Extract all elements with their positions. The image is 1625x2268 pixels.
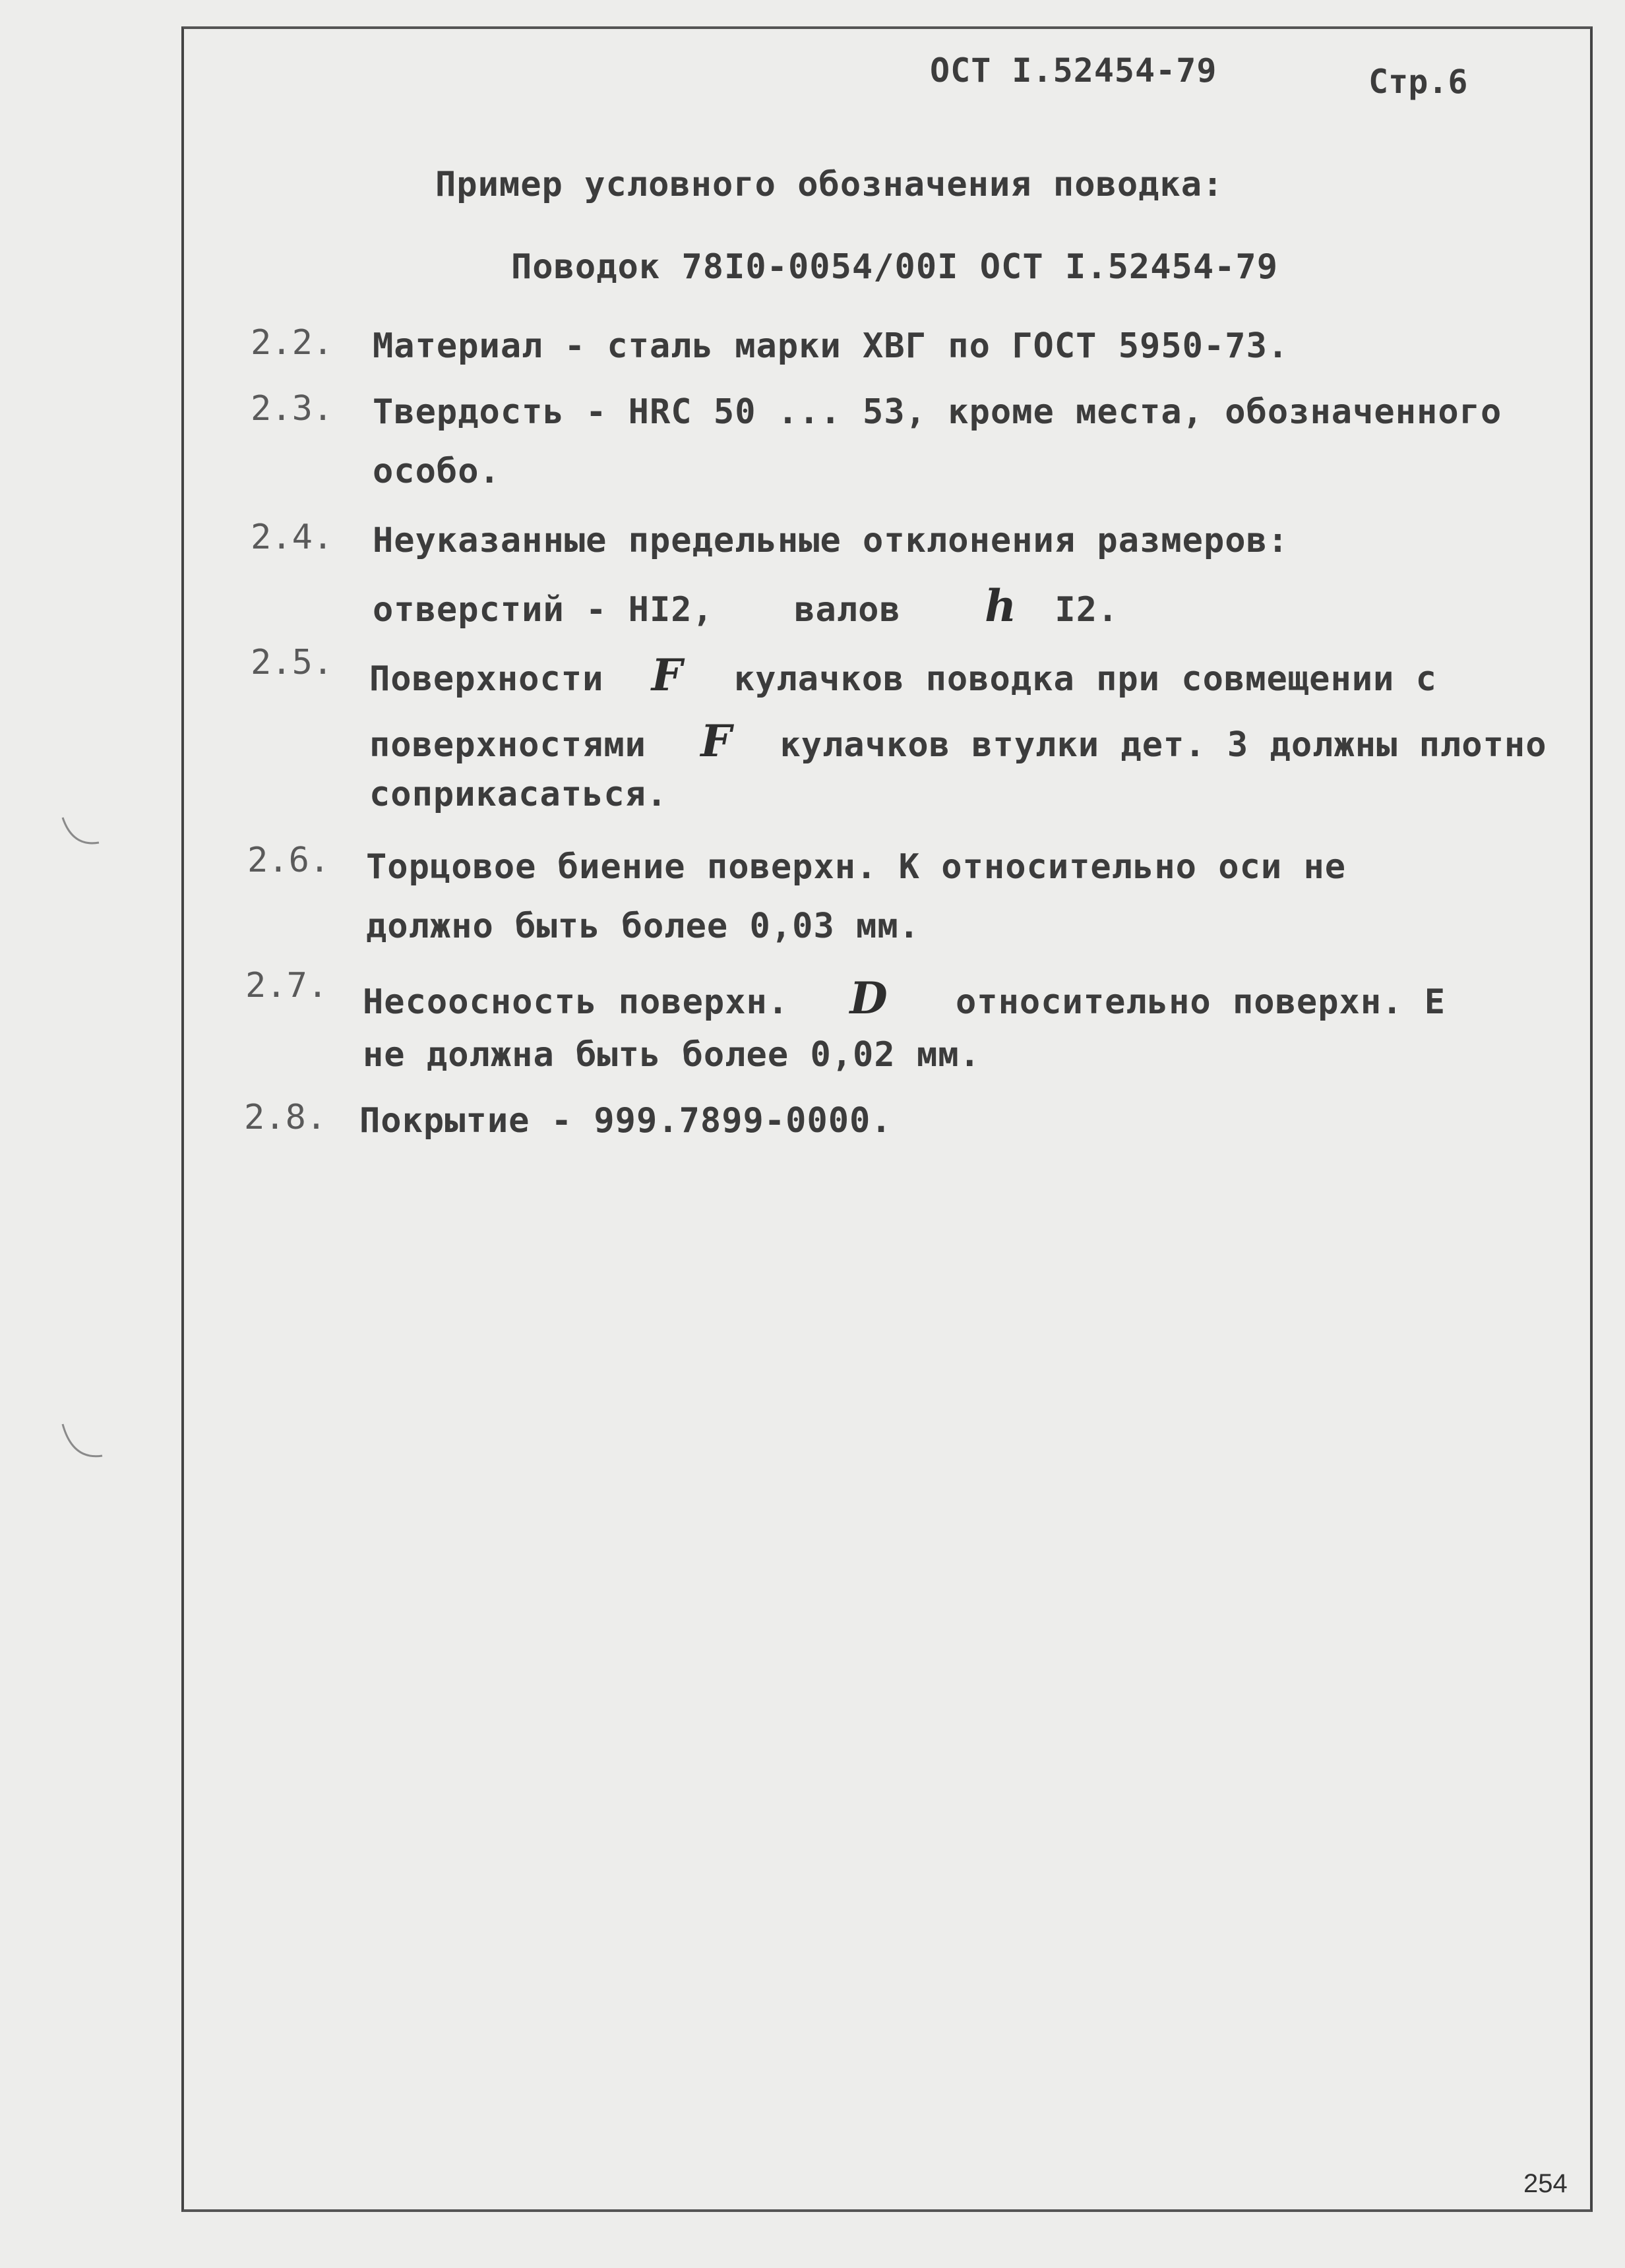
handwritten-d: D: [849, 972, 888, 1024]
holes-tolerance: отверстий - НI2,: [373, 590, 714, 630]
item-text-continuation: поверхностями F кулачков втулки дет. 3 должны плотно: [369, 715, 1547, 767]
item-text: Материал - сталь марки ХВГ по ГОСТ 5950-73.: [373, 326, 1289, 366]
item-text-continuation: должно быть более 0,03 мм.: [366, 907, 920, 946]
example-designation: Поводок 78I0-0054/00I ОСТ I.52454-79: [511, 247, 1279, 287]
shafts-label: валов: [794, 590, 901, 630]
binding-mark-upper: [63, 818, 99, 843]
item-text-continuation: особо.: [373, 452, 501, 491]
binding-mark-lower: [63, 1424, 102, 1456]
item-number: 2.8.: [244, 1098, 327, 1137]
item-number: 2.5.: [251, 643, 334, 682]
item-number: 2.2.: [251, 323, 334, 363]
item-text-continuation: [373, 580, 1119, 632]
item-number: 2.4.: [251, 518, 334, 557]
handwritten-h: h: [985, 580, 1018, 632]
document-code: ОСТ I.52454-79: [930, 51, 1217, 90]
item-text: Неуказанные предельные отклонения размеров:: [373, 521, 1289, 560]
page-label: Стр.6: [1368, 63, 1468, 101]
shafts-tolerance: I2.: [1055, 590, 1119, 630]
item-number: 2.3.: [251, 389, 334, 429]
item-number: 2.7.: [245, 966, 328, 1005]
handwritten-f: F: [651, 649, 683, 701]
handwritten-f: F: [700, 715, 733, 767]
item-text-continuation: соприкасаться.: [369, 775, 668, 814]
item-text: Покрытие - 999.7899-0000.: [359, 1101, 892, 1141]
page-number: 254: [1523, 2169, 1568, 2198]
item-text: Торцовое биение поверхн. К относительно оси не: [366, 847, 1347, 887]
item-text: Несоосность поверхн. D относительно поверхн. Е: [363, 972, 1446, 1024]
example-title: Пример условного обозначения поводка:: [435, 165, 1224, 204]
item-number: 2.6.: [247, 841, 330, 880]
item-text: Поверхности F кулачков поводка при совмещении с: [369, 649, 1437, 701]
item-text: Твердость - HRC 50 ... 53, кроме места, обозначенного: [373, 392, 1502, 432]
item-text-continuation: не должна быть более 0,02 мм.: [363, 1035, 981, 1075]
